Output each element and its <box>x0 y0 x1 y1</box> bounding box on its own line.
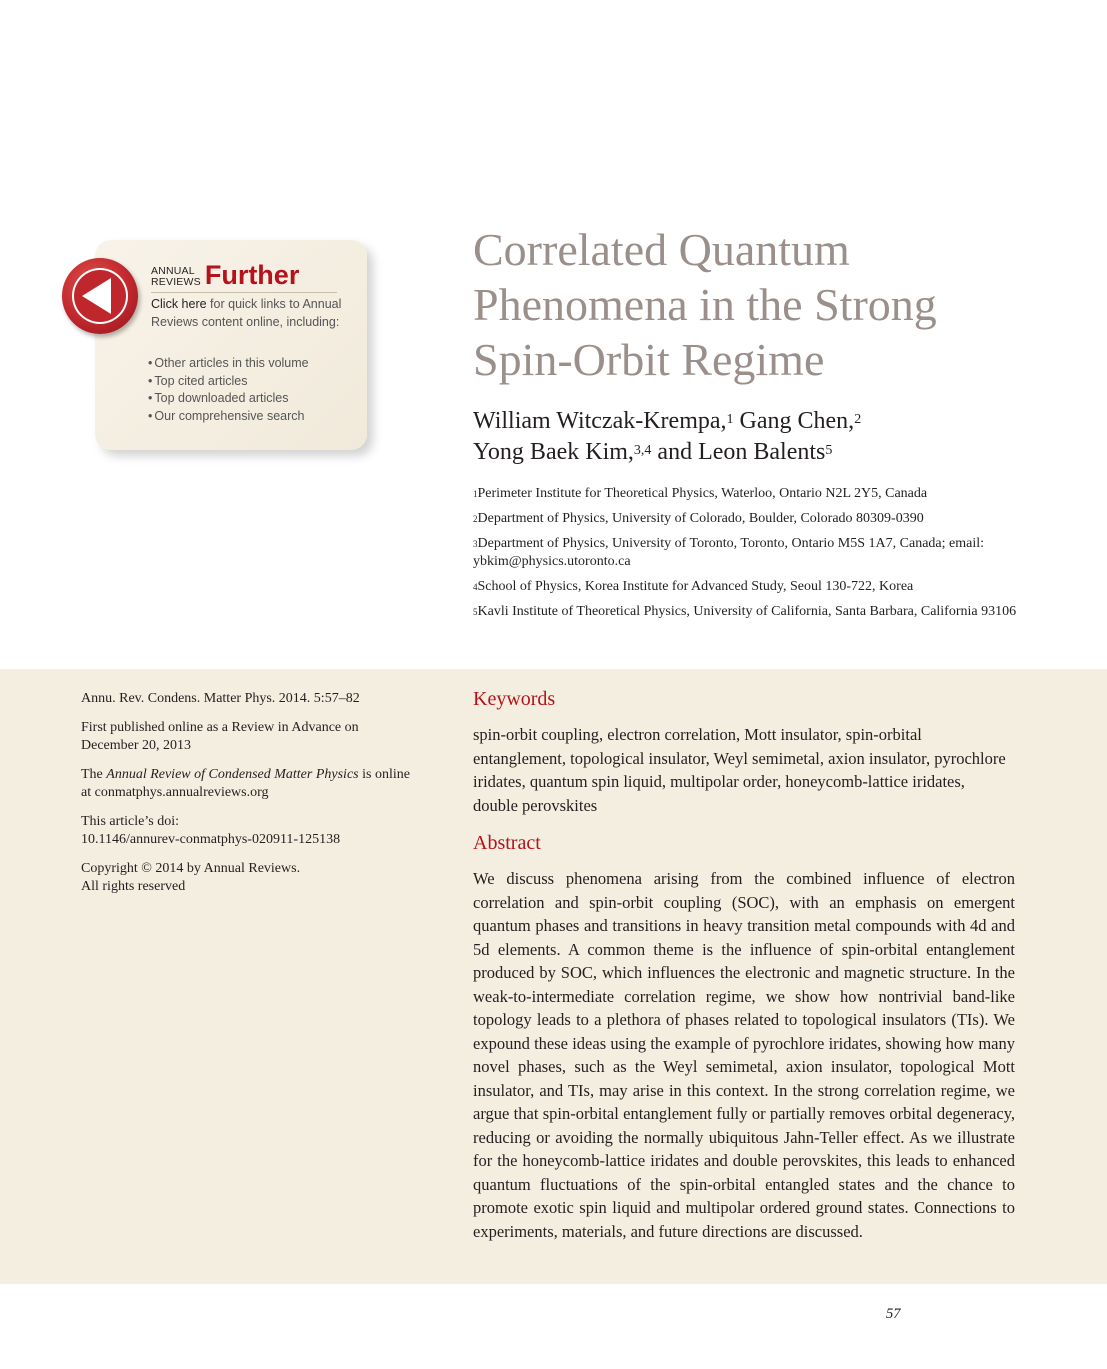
brand-bottom: REVIEWS <box>151 276 201 288</box>
annual-reviews-brand <box>151 266 201 288</box>
keywords-heading: Keywords <box>473 688 556 710</box>
affiliations <box>473 485 1033 628</box>
title-line: Spin-Orbit Regime <box>473 334 825 385</box>
author-name: Yong Baek Kim, <box>473 439 634 465</box>
affiliation-num: 5 <box>473 607 478 617</box>
affiliation <box>473 510 1033 528</box>
journal-info <box>81 766 411 802</box>
affiliation-num: 1 <box>473 489 478 499</box>
author-sup: 5 <box>825 443 833 458</box>
article-meta <box>81 690 411 907</box>
keywords-text: spin-orbit coupling, electron correlation, Mott insulator, spin-orbital entanglement, topological insulator, Weyl semimetal, axion insulator, pyrochlore iridates, quantum spin liquid, multipolar order, honeycomb-lattice iridates, double perovskites <box>473 725 1006 815</box>
further-intro <box>151 296 351 331</box>
doi-block <box>81 813 411 849</box>
annual-reviews-further-logo <box>151 262 299 288</box>
page-number: 57 <box>886 1306 901 1322</box>
affiliation-text: School of Physics, Korea Institute for Advanced Study, Seoul 130-722, Korea <box>477 579 914 594</box>
further-item[interactable]: • Top cited articles <box>148 373 309 391</box>
further-item[interactable]: • Other articles in this volume <box>148 355 309 373</box>
affiliation-num: 3 <box>473 539 478 549</box>
affiliation-text: Perimeter Institute for Theoretical Physics, Waterloo, Ontario N2L 2Y5, Canada <box>477 486 928 501</box>
affiliation-text: Department of Physics, University of Toronto, Toronto, Ontario M5S 1A7, Canada; email: ybkim@physics.utoronto.ca <box>473 536 985 569</box>
author-name: Gang Chen, <box>739 408 855 434</box>
affiliation-num: 2 <box>473 514 478 524</box>
further-item[interactable]: • Top downloaded articles <box>148 390 309 408</box>
affiliation <box>473 603 1033 621</box>
copyright-text: Copyright © 2014 by Annual Reviews. <box>81 861 301 876</box>
doi-link[interactable]: 10.1146/annurev-conmatphys-020911-125138 <box>81 832 341 847</box>
further-label: Further <box>204 260 300 290</box>
copyright <box>81 860 411 896</box>
click-here-link[interactable]: Click here <box>151 297 207 311</box>
title-line: Correlated Quantum <box>473 224 850 275</box>
author-sup: 2 <box>854 412 862 427</box>
article-title <box>473 222 1033 387</box>
author-list <box>473 406 1033 468</box>
journal-suffix[interactable]: is online at conmatphys.annualreviews.org <box>81 767 410 800</box>
author-sup: 1 <box>726 412 734 427</box>
affiliation <box>473 535 1033 571</box>
affiliation-text: Kavli Institute of Theoretical Physics, University of California, Santa Barbara, California 93106 <box>477 604 1017 619</box>
brand-top: ANNUAL <box>151 265 195 277</box>
author-sup: 3,4 <box>633 443 652 458</box>
abstract-heading: Abstract <box>473 832 541 854</box>
doi-label: This article’s doi: <box>81 814 179 829</box>
title-line: Phenomena in the Strong <box>473 279 937 330</box>
further-divider <box>151 292 337 293</box>
affiliation-text: Department of Physics, University of Colorado, Boulder, Colorado 80309-0390 <box>477 511 924 526</box>
abstract-text: We discuss phenomena arising from the combined influence of electron correlation and spin-orbit coupling (SOC), with an emphasis on emergent quantum phases and transitions in heavy transition metal compounds with 4d and 5d elements. A common theme is the influence of spin-orbital entanglement produced by SOC, which influences the electronic and magnetic structure. In the weak-to-intermediate correlation regime, we show how nontrivial band-like topology leads to a plethora of phases related to topological insulators (TIs). We expound these ideas using the example of pyrochlore iridates, showing how many novel phases, such as the Weyl semimetal, axion insulator, topological Mott insulator, and TIs, may arise in this context. In the strong correlation regime, we argue that spin-orbital entanglement fully or partially removes orbital degeneracy, reducing or avoiding the normally ubiquitous Jahn-Teller effect. As we illustrate for the honeycomb-lattice iridates and double perovskites, this leads to enhanced quantum fluctuations of the spin-orbital entangled states and the chance to promote exotic spin liquid and multipolar ordered ground states. Connections to experiments, materials, and future directions are discussed. <box>473 869 1015 1241</box>
author-name: William Witczak-Krempa, <box>473 408 727 434</box>
affiliation-num: 4 <box>473 582 478 592</box>
affiliation <box>473 485 1033 503</box>
journal-prefix: The <box>81 767 107 782</box>
citation: Annu. Rev. Condens. Matter Phys. 2014. 5:57–82 <box>81 691 360 706</box>
further-item[interactable]: • Our comprehensive search <box>148 408 309 426</box>
further-arrow-icon[interactable] <box>62 258 138 334</box>
further-list <box>148 355 309 425</box>
affiliation <box>473 578 1033 596</box>
author-name: and Leon Balents <box>657 439 826 465</box>
first-published: First published online as a Review in Advance on December 20, 2013 <box>81 720 359 753</box>
journal-name: Annual Review of Condensed Matter Physics <box>106 767 359 782</box>
click-here-rest: for quick links to Annual Reviews content online, including: <box>151 297 342 329</box>
rights-text: All rights reserved <box>81 879 186 894</box>
